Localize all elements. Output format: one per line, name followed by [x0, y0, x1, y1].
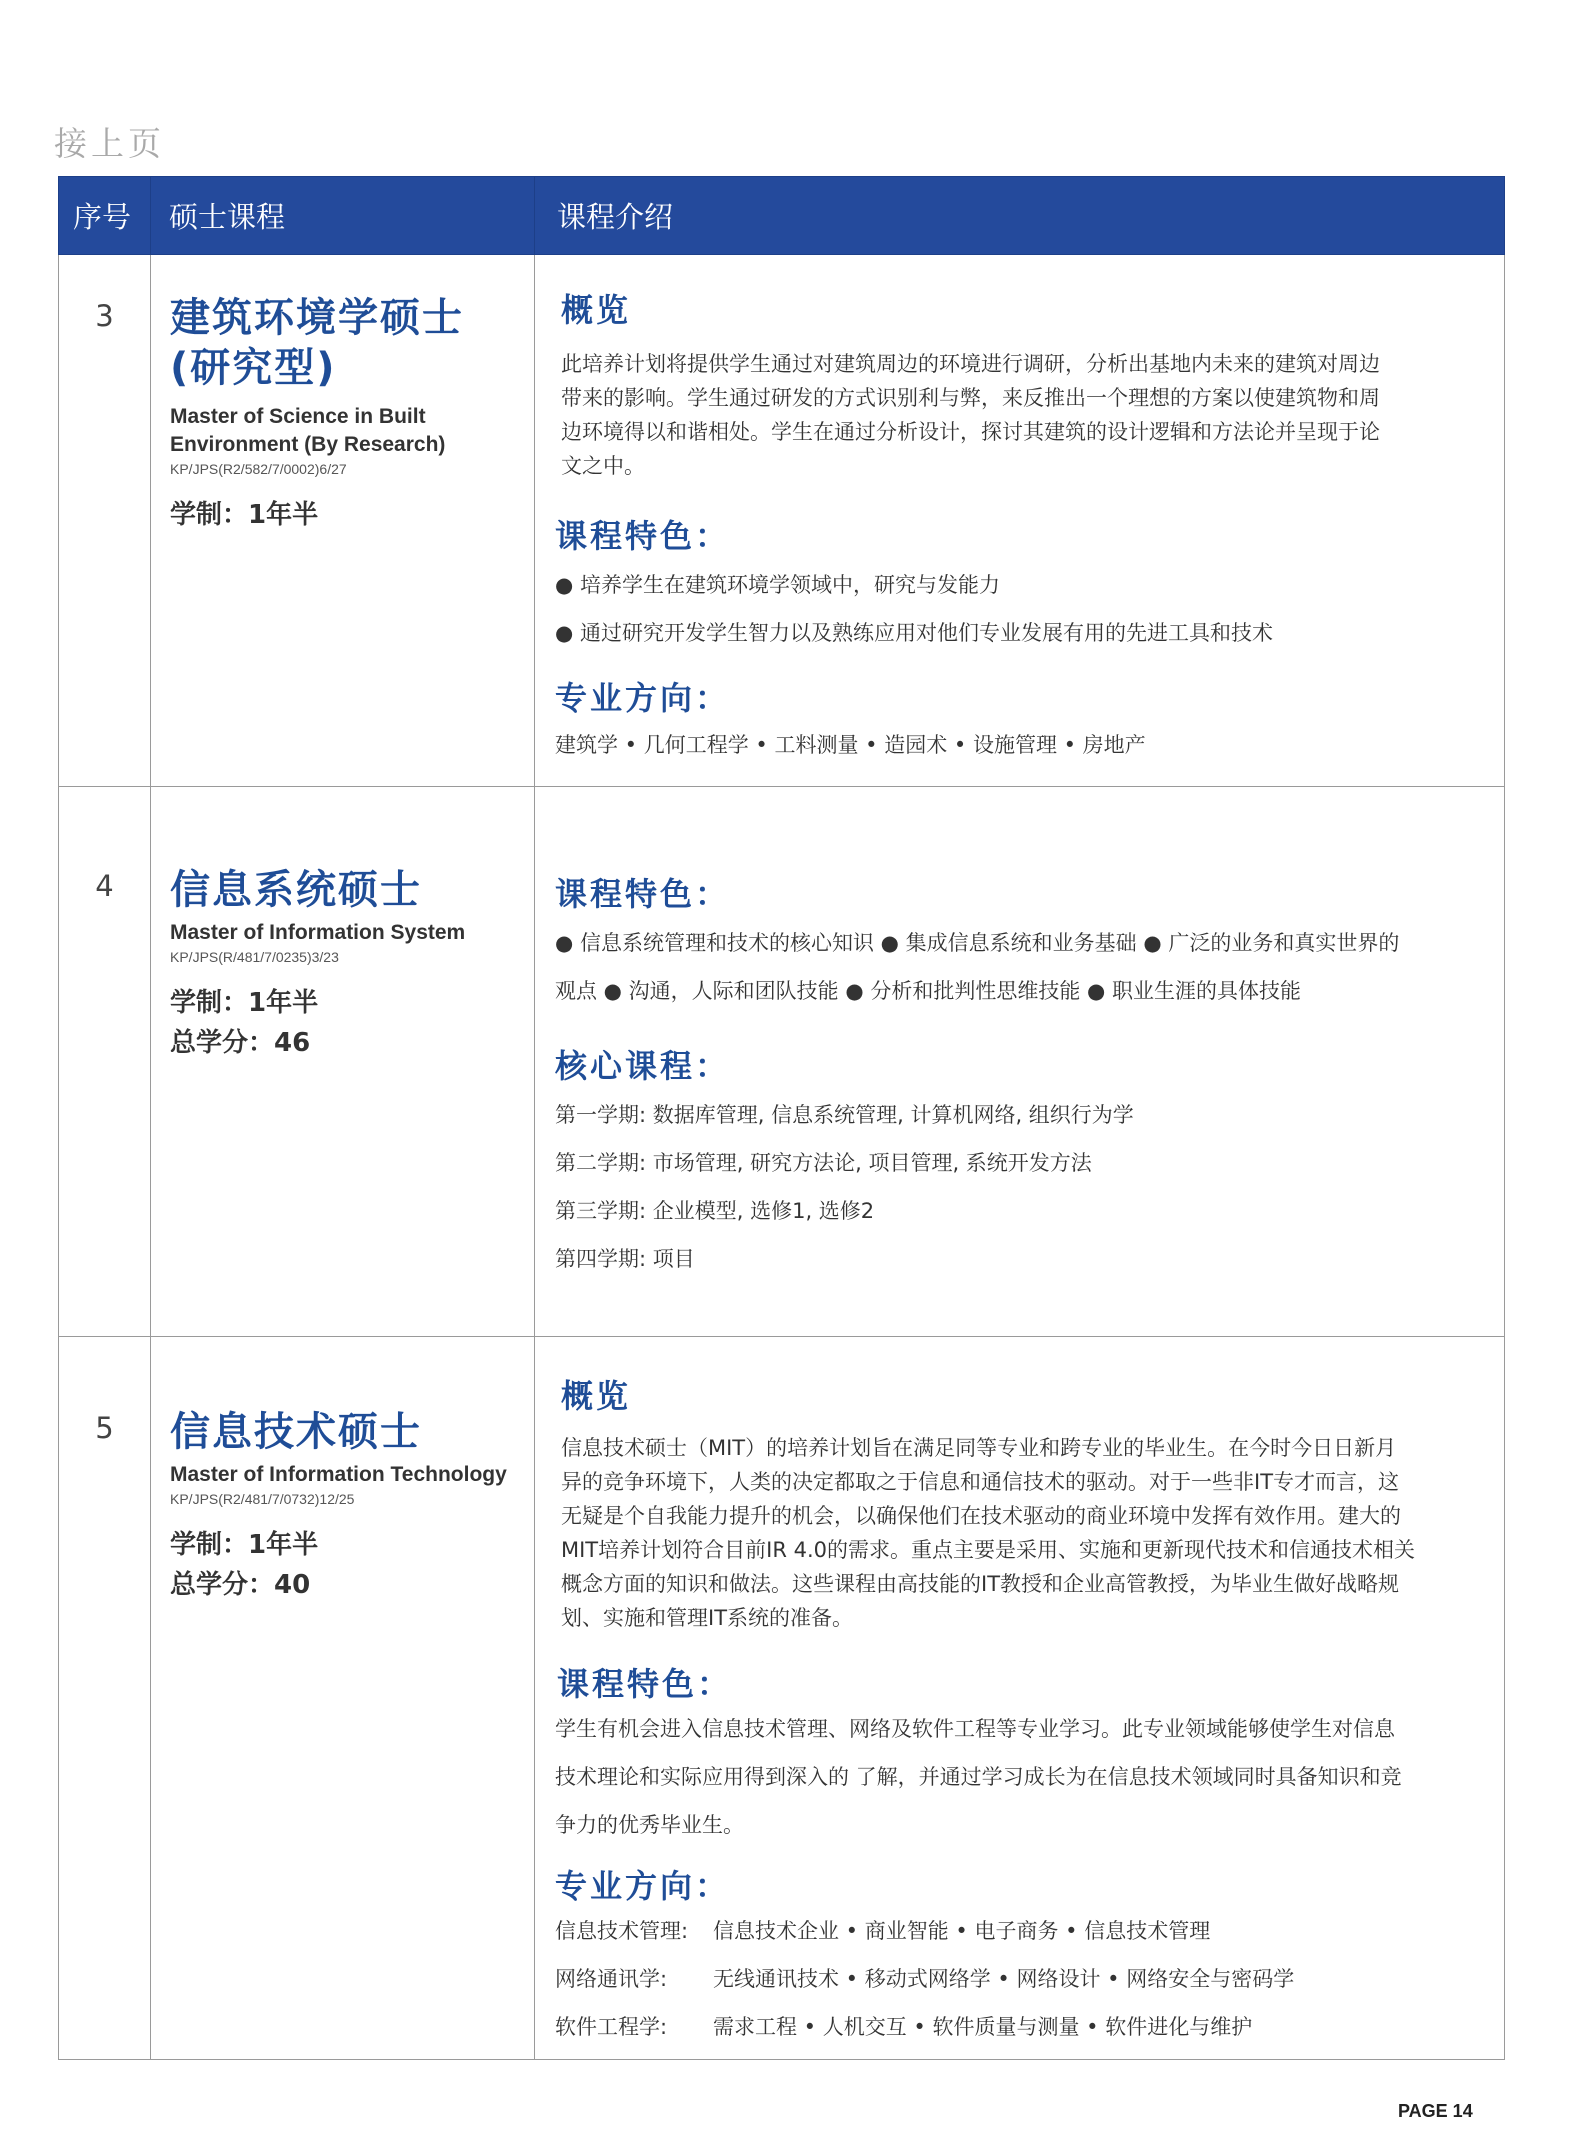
course-code: KP/JPS(R2/481/7/0732)12/25	[170, 1491, 355, 1507]
direction-title: 专业方向：	[555, 679, 731, 717]
core-semester: 第一学期: 数据库管理, 信息系统管理, 计算机网络, 组织行为学	[555, 1103, 1134, 1127]
overview-line: 异的竞争环境下，人类的决定都取之于信息和通信技术的驱动。对于一些非IT专才而言，这	[561, 1470, 1400, 1494]
page-number: PAGE 14	[1398, 2101, 1473, 2121]
features-title: 课程特色：	[555, 517, 731, 555]
direction-row	[555, 1955, 1492, 2003]
feature-line: 争力的优秀毕业生。	[555, 1813, 744, 1837]
features-title: 课程特色：	[557, 1665, 733, 1703]
overview-line: 边环境得以和谐相处。学生在通过分析设计，探讨其建筑的设计逻辑和方法论并呈现于论	[561, 420, 1380, 444]
course-zh-title: 信息系统硕士	[170, 867, 422, 913]
course-intro-cell	[535, 255, 1505, 787]
header-intro: 课程介绍	[535, 177, 1505, 255]
core-semester: 第四学期: 项目	[555, 1247, 695, 1271]
core-title: 核心课程：	[555, 1047, 731, 1085]
overview-line: 此培养计划将提供学生通过对建筑周边的环境进行调研，分析出基地内未来的建筑对周边	[561, 352, 1380, 376]
overview-title: 概览	[561, 1377, 632, 1415]
courses-table	[58, 176, 1505, 2060]
seq-cell	[59, 1337, 151, 2060]
course-en-title-line2: Environment (By Research)	[170, 433, 446, 456]
course-intro-cell	[535, 787, 1505, 1337]
direction-value: 无线通讯技术 • 移动式网络学 • 网络设计 • 网络安全与密码学	[713, 1967, 1295, 1991]
seq-number: 3	[95, 299, 114, 333]
course-code: KP/JPS(R2/582/7/0002)6/27	[170, 461, 347, 477]
course-name-cell	[151, 787, 535, 1337]
direction-value: 信息技术企业 • 商业智能 • 电子商务 • 信息技术管理	[713, 1919, 1211, 1943]
feature-item: ● 培养学生在建筑环境学领域中，研究与发能力	[555, 573, 1000, 597]
direction-row	[555, 2003, 1492, 2051]
table-header-row	[59, 177, 1505, 255]
direction-label: 信息技术管理:	[555, 1919, 689, 1943]
overview-line: 划、实施和管理IT系统的准备。	[561, 1606, 854, 1630]
direction-title: 专业方向：	[555, 1867, 731, 1905]
course-zh-title: 信息技术硕士	[170, 1409, 422, 1455]
direction-row	[555, 1907, 1492, 1955]
course-intro-cell	[535, 1337, 1505, 2060]
overview-line: 无疑是个自我能力提升的机会，以确保他们在技术驱动的商业环境中发挥有效作用。建大的	[561, 1504, 1401, 1528]
table-row	[59, 787, 1505, 1337]
continued-label: 接上页	[54, 124, 165, 163]
direction-value: 需求工程 • 人机交互 • 软件质量与测量 • 软件进化与维护	[713, 2015, 1253, 2039]
core-semester: 第三学期: 企业模型, 选修1, 选修2	[555, 1199, 875, 1223]
overview-line: 文之中。	[561, 454, 645, 478]
feature-item: ● 通过研究开发学生智力以及熟练应用对他们专业发展有用的先进工具和技术	[555, 621, 1273, 645]
course-duration: 学制：1年半	[170, 1530, 319, 1560]
overview-line: 信息技术硕士（MIT）的培养计划旨在满足同等专业和跨专业的毕业生。在今时今日日新月	[561, 1436, 1397, 1460]
overview-line: 概念方面的知识和做法。这些课程由高技能的IT教授和企业高管教授，为毕业生做好战略规	[561, 1572, 1400, 1596]
seq-cell	[59, 787, 151, 1337]
direction-label: 软件工程学:	[555, 2015, 668, 2039]
feature-line: 技术理论和实际应用得到深入的 了解，并通过学习成长为在信息技术领域同时具备知识和竞	[555, 1765, 1402, 1789]
course-name-cell	[151, 1337, 535, 2060]
feature-line: ● 信息系统管理和技术的核心知识 ● 集成信息系统和业务基础 ● 广泛的业务和真实世界的	[555, 931, 1400, 955]
course-name-cell	[151, 255, 535, 787]
course-credits: 总学分：40	[170, 1570, 311, 1600]
direction-label: 网络通讯学:	[555, 1967, 668, 1991]
course-zh-title-line2: (研究型)	[170, 345, 337, 391]
course-duration: 学制：1年半	[170, 500, 319, 530]
course-zh-title: 建筑环境学硕士	[170, 295, 464, 341]
table-row	[59, 255, 1505, 787]
course-code: KP/JPS(R/481/7/0235)3/23	[170, 949, 339, 965]
core-semester: 第二学期: 市场管理, 研究方法论, 项目管理, 系统开发方法	[555, 1151, 1092, 1175]
header-no: 序号	[59, 177, 151, 255]
course-en-title: Master of Information Technology	[170, 1463, 507, 1486]
direction-list: 建筑学 • 几何工程学 • 工料测量 • 造园术 • 设施管理 • 房地产	[555, 733, 1146, 757]
overview-line: 带来的影响。学生通过研发的方式识别利与弊，来反推出一个理想的方案以使建筑物和周	[561, 386, 1380, 410]
table-row	[59, 1337, 1505, 2060]
overview-line: MIT培养计划符合目前IR 4.0的需求。重点主要是采用、实施和更新现代技术和信通技术相关	[561, 1538, 1415, 1562]
overview-title: 概览	[561, 291, 632, 329]
feature-line: 学生有机会进入信息技术管理、网络及软件工程等专业学习。此专业领域能够使学生对信息	[555, 1717, 1395, 1741]
course-en-title: Master of Science in Built	[170, 405, 426, 428]
features-title: 课程特色：	[555, 875, 731, 913]
header-course: 硕士课程	[151, 177, 535, 255]
seq-cell	[59, 255, 151, 787]
feature-line: 观点 ● 沟通，人际和团队技能 ● 分析和批判性思维技能 ● 职业生涯的具体技能	[555, 979, 1302, 1003]
course-en-title: Master of Information System	[170, 921, 466, 944]
seq-number: 5	[95, 1411, 114, 1445]
course-duration: 学制：1年半	[170, 988, 319, 1018]
course-credits: 总学分：46	[170, 1028, 311, 1058]
seq-number: 4	[95, 869, 114, 903]
